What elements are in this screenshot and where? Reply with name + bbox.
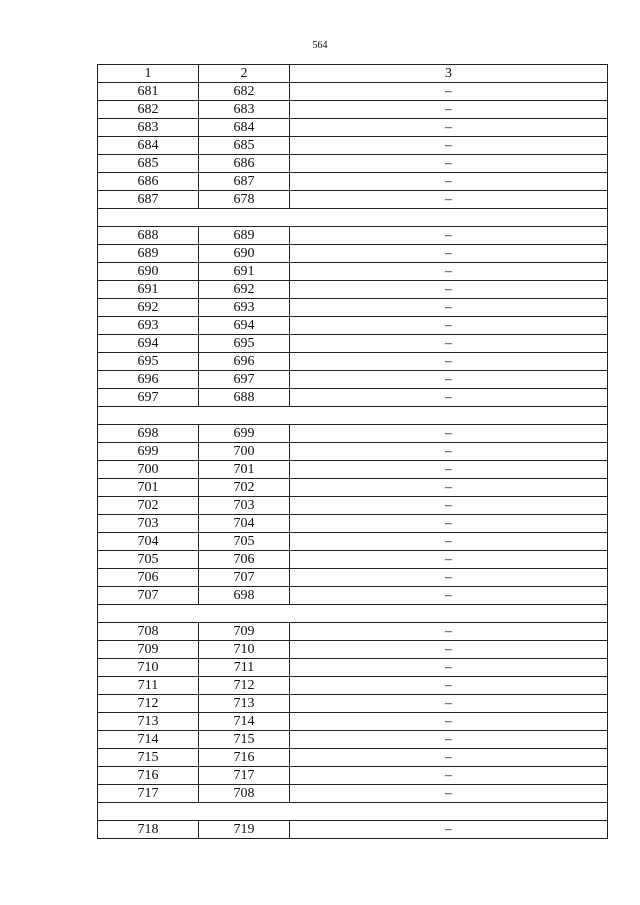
group-separator-row bbox=[98, 803, 608, 821]
table-cell: 708 bbox=[199, 785, 290, 803]
table-row bbox=[98, 569, 608, 587]
table-cell: 697 bbox=[98, 389, 199, 407]
table-cell: 678 bbox=[199, 191, 290, 209]
table-row bbox=[98, 731, 608, 749]
table-row bbox=[98, 551, 608, 569]
column-header: 2 bbox=[199, 65, 290, 83]
table-cell: 699 bbox=[199, 425, 290, 443]
table-cell: 718 bbox=[98, 821, 199, 839]
table-cell: 685 bbox=[98, 155, 199, 173]
table-cell: – bbox=[290, 371, 608, 389]
table-row bbox=[98, 83, 608, 101]
table-cell: 684 bbox=[199, 119, 290, 137]
table-cell: 693 bbox=[98, 317, 199, 335]
table-row bbox=[98, 335, 608, 353]
table-header-row bbox=[98, 65, 608, 83]
table-cell: – bbox=[290, 155, 608, 173]
table-cell: 685 bbox=[199, 137, 290, 155]
table-cell: 696 bbox=[199, 353, 290, 371]
table-row bbox=[98, 641, 608, 659]
table-row bbox=[98, 533, 608, 551]
table-row bbox=[98, 695, 608, 713]
table-cell: 710 bbox=[199, 641, 290, 659]
table-cell: 709 bbox=[98, 641, 199, 659]
table-cell: 709 bbox=[199, 623, 290, 641]
table-cell: – bbox=[290, 335, 608, 353]
table-row bbox=[98, 461, 608, 479]
table-cell: 715 bbox=[98, 749, 199, 767]
table-row bbox=[98, 785, 608, 803]
table-cell: 695 bbox=[199, 335, 290, 353]
table-cell: – bbox=[290, 641, 608, 659]
table-row bbox=[98, 623, 608, 641]
table-cell: – bbox=[290, 479, 608, 497]
table-row bbox=[98, 173, 608, 191]
table-cell: 682 bbox=[98, 101, 199, 119]
table-cell: – bbox=[290, 281, 608, 299]
table-cell: – bbox=[290, 587, 608, 605]
table-cell: 706 bbox=[98, 569, 199, 587]
table-row bbox=[98, 353, 608, 371]
table-cell: 702 bbox=[98, 497, 199, 515]
table-cell: 694 bbox=[98, 335, 199, 353]
table-cell: 683 bbox=[199, 101, 290, 119]
page-number: 564 bbox=[312, 40, 328, 51]
table-row bbox=[98, 749, 608, 767]
table-cell: 682 bbox=[199, 83, 290, 101]
table-cell: – bbox=[290, 749, 608, 767]
table-cell: – bbox=[290, 83, 608, 101]
table-cell: 710 bbox=[98, 659, 199, 677]
table-cell: 699 bbox=[98, 443, 199, 461]
table-cell: 689 bbox=[98, 245, 199, 263]
table-cell: 712 bbox=[199, 677, 290, 695]
table-cell: – bbox=[290, 173, 608, 191]
table-cell: 696 bbox=[98, 371, 199, 389]
table-cell: – bbox=[290, 227, 608, 245]
table-cell: 695 bbox=[98, 353, 199, 371]
table-cell: – bbox=[290, 569, 608, 587]
table-cell: 712 bbox=[98, 695, 199, 713]
table-cell: 717 bbox=[199, 767, 290, 785]
table-row bbox=[98, 371, 608, 389]
table-cell: 686 bbox=[199, 155, 290, 173]
table-cell: 691 bbox=[199, 263, 290, 281]
table-cell: – bbox=[290, 821, 608, 839]
table-cell: 702 bbox=[199, 479, 290, 497]
table-cell: 684 bbox=[98, 137, 199, 155]
table-row bbox=[98, 713, 608, 731]
table-cell: – bbox=[290, 443, 608, 461]
table-row bbox=[98, 425, 608, 443]
table-cell: 716 bbox=[199, 749, 290, 767]
table-cell: 687 bbox=[98, 191, 199, 209]
table-cell: 719 bbox=[199, 821, 290, 839]
table-cell: – bbox=[290, 533, 608, 551]
table-cell: 697 bbox=[199, 371, 290, 389]
table-cell: – bbox=[290, 551, 608, 569]
table-cell: 700 bbox=[199, 443, 290, 461]
table-cell: 688 bbox=[98, 227, 199, 245]
table-row bbox=[98, 119, 608, 137]
table-row bbox=[98, 137, 608, 155]
table-cell: 708 bbox=[98, 623, 199, 641]
table-cell: 689 bbox=[199, 227, 290, 245]
group-separator-row bbox=[98, 209, 608, 227]
table-row bbox=[98, 317, 608, 335]
table-cell: 703 bbox=[199, 497, 290, 515]
table-cell: 706 bbox=[199, 551, 290, 569]
table-cell: 681 bbox=[98, 83, 199, 101]
table-cell: 705 bbox=[98, 551, 199, 569]
separator-cell bbox=[98, 209, 608, 227]
table-cell: – bbox=[290, 767, 608, 785]
table-cell: 688 bbox=[199, 389, 290, 407]
table-row bbox=[98, 515, 608, 533]
table-row bbox=[98, 227, 608, 245]
table-cell: 713 bbox=[199, 695, 290, 713]
table-cell: – bbox=[290, 119, 608, 137]
table-cell: – bbox=[290, 515, 608, 533]
table-cell: – bbox=[290, 623, 608, 641]
table-cell: – bbox=[290, 425, 608, 443]
table-cell: – bbox=[290, 353, 608, 371]
table-cell: 704 bbox=[98, 533, 199, 551]
table-cell: 711 bbox=[98, 677, 199, 695]
separator-cell bbox=[98, 803, 608, 821]
table-cell: – bbox=[290, 677, 608, 695]
data-table bbox=[97, 64, 608, 839]
table-cell: – bbox=[290, 317, 608, 335]
table-row bbox=[98, 659, 608, 677]
group-separator-row bbox=[98, 605, 608, 623]
table-cell: – bbox=[290, 137, 608, 155]
table-cell: 690 bbox=[199, 245, 290, 263]
table-cell: 715 bbox=[199, 731, 290, 749]
table-row bbox=[98, 263, 608, 281]
table-cell: – bbox=[290, 731, 608, 749]
table-cell: 705 bbox=[199, 533, 290, 551]
table-row bbox=[98, 389, 608, 407]
table-cell: – bbox=[290, 785, 608, 803]
table-cell: 707 bbox=[199, 569, 290, 587]
separator-cell bbox=[98, 407, 608, 425]
table-row bbox=[98, 443, 608, 461]
table-cell: 692 bbox=[98, 299, 199, 317]
table-row bbox=[98, 281, 608, 299]
table-cell: 698 bbox=[199, 587, 290, 605]
table-cell: 703 bbox=[98, 515, 199, 533]
table-row bbox=[98, 245, 608, 263]
table-cell: – bbox=[290, 461, 608, 479]
table-cell: – bbox=[290, 497, 608, 515]
table-cell: 700 bbox=[98, 461, 199, 479]
table-row bbox=[98, 101, 608, 119]
table-cell: – bbox=[290, 101, 608, 119]
table-row bbox=[98, 821, 608, 839]
table-cell: – bbox=[290, 299, 608, 317]
table-cell: 716 bbox=[98, 767, 199, 785]
table-cell: 698 bbox=[98, 425, 199, 443]
table-cell: 714 bbox=[199, 713, 290, 731]
table-cell: 690 bbox=[98, 263, 199, 281]
table-cell: 692 bbox=[199, 281, 290, 299]
table-row bbox=[98, 155, 608, 173]
table-row bbox=[98, 587, 608, 605]
table-cell: 701 bbox=[98, 479, 199, 497]
table-cell: 714 bbox=[98, 731, 199, 749]
table-cell: 694 bbox=[199, 317, 290, 335]
table-cell: 693 bbox=[199, 299, 290, 317]
table-row bbox=[98, 677, 608, 695]
table-body bbox=[98, 83, 608, 839]
group-separator-row bbox=[98, 407, 608, 425]
table-cell: 711 bbox=[199, 659, 290, 677]
table-cell: – bbox=[290, 695, 608, 713]
table-cell: 717 bbox=[98, 785, 199, 803]
table-row bbox=[98, 191, 608, 209]
table-row bbox=[98, 767, 608, 785]
table-cell: – bbox=[290, 713, 608, 731]
separator-cell bbox=[98, 605, 608, 623]
table-cell: 686 bbox=[98, 173, 199, 191]
table-cell: 691 bbox=[98, 281, 199, 299]
table-cell: – bbox=[290, 389, 608, 407]
table-cell: – bbox=[290, 263, 608, 281]
table-cell: 683 bbox=[98, 119, 199, 137]
column-header: 1 bbox=[98, 65, 199, 83]
table-cell: 713 bbox=[98, 713, 199, 731]
table-cell: 704 bbox=[199, 515, 290, 533]
table-cell: 687 bbox=[199, 173, 290, 191]
table-row bbox=[98, 479, 608, 497]
table-cell: 707 bbox=[98, 587, 199, 605]
column-header: 3 bbox=[290, 65, 608, 83]
table-row bbox=[98, 299, 608, 317]
table-row bbox=[98, 497, 608, 515]
table-cell: 701 bbox=[199, 461, 290, 479]
table-cell: – bbox=[290, 659, 608, 677]
table-cell: – bbox=[290, 191, 608, 209]
table-cell: – bbox=[290, 245, 608, 263]
